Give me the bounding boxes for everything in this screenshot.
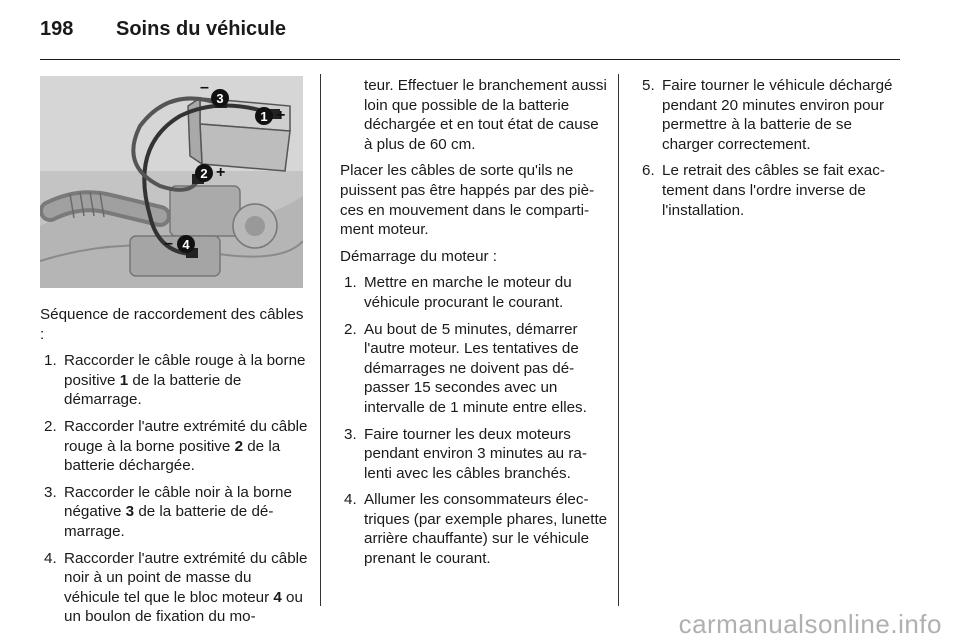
callout-2-label: 2 (200, 166, 208, 181)
engine-start-steps-list (340, 273, 608, 568)
callout-4-sign: – (164, 235, 173, 252)
callout-1-sign: + (276, 107, 286, 124)
engine-start-heading: Démarrage du moteur : (340, 247, 498, 265)
connection-sequence-intro: Séquence de raccordement des câbles : (40, 306, 304, 343)
list-item (340, 425, 608, 484)
callout-1 (255, 107, 285, 125)
step-text: Allumer les consommateurs électriques (par exemple phares, lunette arrière chauffante) sur le véhicule prenant le courant. (364, 491, 608, 568)
step-number: 1. (44, 352, 57, 370)
list-item (40, 483, 308, 542)
step-ref: 4 (273, 588, 282, 606)
list-item (638, 76, 900, 154)
step-text: Le retrait des câbles se fait exactement dans l'ordre inverse de l'installation. (662, 162, 885, 219)
callout-1-label: 1 (260, 109, 268, 124)
step-text: Mettre en marche le moteur du véhicule procurant le courant. (364, 274, 572, 311)
column-divider-left (320, 74, 321, 606)
list-item (638, 161, 900, 220)
jump-start-illustration (40, 76, 303, 288)
step-text: Raccorder le câble noir à la borne négative (64, 483, 292, 521)
step-text: ou un boulon de fixation du mo- (64, 588, 303, 626)
engine-bay-drawing (40, 76, 303, 288)
list-item (340, 273, 608, 312)
column-2 (340, 76, 608, 576)
step-text: Raccorder l'autre extrémité du câble rouge à la borne positive (64, 417, 308, 455)
list-item (40, 417, 308, 476)
step-number: 3. (44, 483, 57, 501)
step-text: Faire tourner les deux moteurs pendant environ 3 minutes au ralenti avec les câbles branchés. (364, 425, 587, 482)
column-divider-right (618, 74, 619, 606)
connection-steps-list (40, 351, 308, 627)
continued-text: teur. Effectuer le branchement aussi loin que possible de la batterie déchargée et en tout état de cause à plus de 60 cm. (364, 77, 607, 153)
column-3 (638, 76, 900, 227)
list-item (40, 351, 308, 410)
step-text: Raccorder le câble rouge à la borne positive (64, 352, 306, 389)
step-number: 3. (344, 425, 357, 443)
column-1 (40, 305, 308, 634)
cable-placement-paragraph: Placer les câbles de sorte qu'ils ne puissent pas être happés par des pièces en mouvement dans le compartiment moteur. (340, 162, 595, 239)
callout-3-label: 3 (216, 91, 224, 106)
final-steps-list (638, 76, 900, 220)
step-number: 4. (44, 549, 57, 567)
step-text: de la batterie déchargée. (64, 437, 281, 475)
step-text: de la batterie de démarrage. (64, 371, 242, 409)
step-text: Faire tourner le véhicule déchargé pendant 20 minutes environ pour permettre à la batterie de se charger correctement. (662, 77, 893, 153)
list-item (340, 320, 608, 418)
list-item (40, 549, 308, 627)
list-item (340, 490, 608, 568)
watermark: carmanualsonline.info (678, 609, 942, 639)
step-ref: 1 (119, 371, 129, 389)
step-number: 5. (642, 77, 655, 94)
step-ref: 2 (234, 437, 244, 455)
callout-2-sign: + (216, 164, 226, 181)
section-title: Soins du véhicule (116, 18, 287, 40)
step-number: 6. (642, 162, 655, 180)
step-number: 2. (344, 320, 357, 338)
step-number: 1. (344, 274, 357, 292)
callout-4-label: 4 (182, 237, 190, 252)
step-number: 2. (44, 417, 57, 435)
step-text: Au bout de 5 minutes, démarrer l'autre moteur. Les tentatives de démarrages ne doivent pas dépasser 15 secondes avec un intervalle de 1 minute entre elles. (364, 320, 587, 416)
page-number: 198 (40, 18, 74, 40)
page-header (40, 18, 900, 48)
step-text: de la batterie de démarrage. (64, 503, 274, 540)
step-number: 4. (344, 491, 357, 509)
callout-2 (195, 164, 225, 182)
header-rule (40, 59, 900, 60)
step-text: Raccorder l'autre extrémité du câble noir à un point de masse du véhicule tel que le bloc moteur (64, 549, 308, 606)
step-ref: 3 (125, 503, 135, 521)
callout-3-sign: – (200, 79, 209, 96)
